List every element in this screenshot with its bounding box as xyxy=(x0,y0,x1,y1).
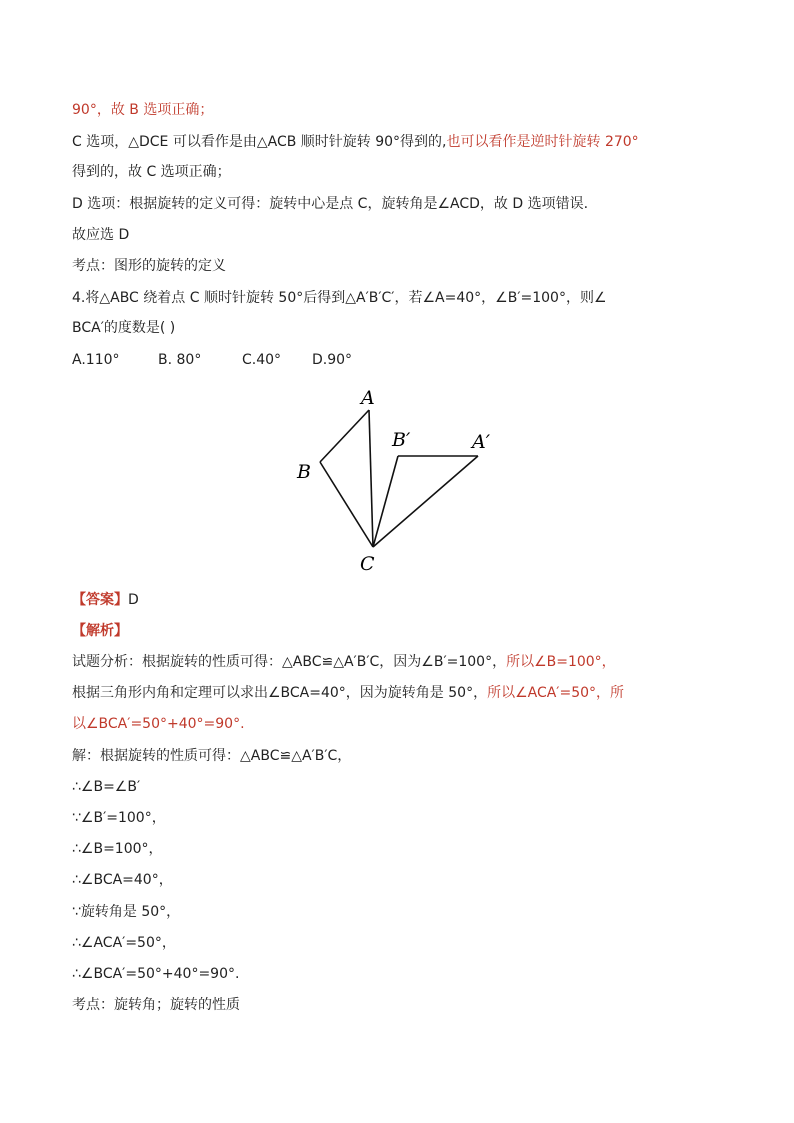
solution-step: 解：根据旋转的性质可得：△ABC≌△A′B′C， xyxy=(72,748,352,764)
option-d: D.90° xyxy=(312,352,353,368)
solution-step: ∴∠BCA′=50°+40°=90°. xyxy=(72,966,240,982)
analysis-line: 以∠BCA′=50°+40°=90°. xyxy=(72,716,245,732)
label-c: C xyxy=(360,553,375,575)
analysis-line xyxy=(72,652,616,672)
segment-ab xyxy=(320,410,369,462)
text-segment: 也可以看作是逆时针旋转 270° xyxy=(446,134,639,150)
text-segment: 试题分析：根据旋转的性质可得：△ABC≌△A′B′C，因为∠B′=100°， xyxy=(72,654,507,670)
answer-tag: 【答案】 xyxy=(72,592,128,608)
answer-value: D xyxy=(128,592,139,608)
solution-step: ∴∠B=∠B′ xyxy=(72,779,141,795)
segment-ac xyxy=(369,410,373,547)
answer-line xyxy=(72,590,139,610)
label-a: A xyxy=(361,387,375,409)
text-line: 90°，故 B 选项正确； xyxy=(72,102,214,118)
segment-bc xyxy=(320,462,373,547)
text-segment: 所以∠ACA′=50°，所 xyxy=(487,685,625,701)
text-segment: 根据三角形内角和定理可以求出∠BCA=40°，因为旋转角是 50°， xyxy=(72,685,488,701)
text-line: 得到的，故 C 选项正确； xyxy=(72,164,231,180)
option-c: C.40° xyxy=(242,352,282,368)
text-line: 故应选 D xyxy=(72,227,130,243)
label-b-prime: B′ xyxy=(392,429,411,451)
text-line: D 选项：根据旋转的定义可得：旋转中心是点 C，旋转角是∠ACD，故 D 选项错误. xyxy=(72,196,589,212)
analysis-tag: 【解析】 xyxy=(72,623,128,639)
text-segment: C 选项，△DCE 可以看作是由△ACB 顺时针旋转 90°得到的, xyxy=(72,134,447,150)
solution-step: ∵旋转角是 50°， xyxy=(72,904,181,920)
text-segment: 所以∠B=100°， xyxy=(506,654,616,670)
solution-step: ∴∠BCA=40°， xyxy=(72,872,173,888)
topic-note: 考点：旋转角；旋转的性质 xyxy=(72,997,240,1013)
label-b: B xyxy=(297,461,311,483)
label-a-prime: A′ xyxy=(472,431,491,453)
text-line: 考点：图形的旋转的定义 xyxy=(72,258,226,274)
solution-step: ∴∠B=100°， xyxy=(72,841,163,857)
solution-step: ∴∠ACA′=50°， xyxy=(72,935,176,951)
question-text: BCA′的度数是( ) xyxy=(72,320,176,336)
solution-step: ∵∠B′=100°， xyxy=(72,810,166,826)
question-text: 4.将△ABC 绕着点 C 顺时针旋转 50°后得到△A′B′C′，若∠A=40°，∠B′=100°，则∠ xyxy=(72,290,607,306)
segment-a-prime-c xyxy=(373,456,478,547)
option-b: B. 80° xyxy=(158,352,202,368)
option-a: A.110° xyxy=(72,352,120,368)
analysis-line xyxy=(72,683,624,703)
segment-b-prime-c xyxy=(373,456,398,547)
